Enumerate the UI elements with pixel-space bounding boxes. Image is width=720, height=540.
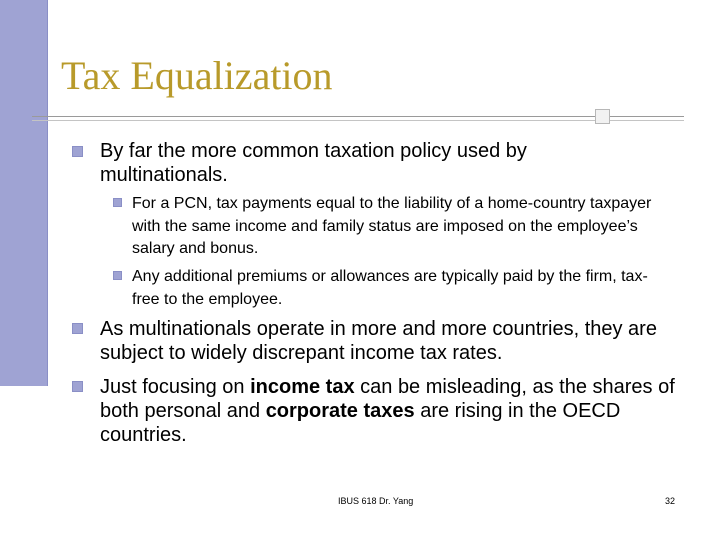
title-divider <box>32 116 684 117</box>
bullet-marker <box>72 146 83 157</box>
bullet-text-3-bold-corporate-taxes: corporate taxes <box>265 400 415 422</box>
bullet-text-3-part1: Just focusing on <box>100 376 251 398</box>
footer-page-number: 32 <box>665 496 676 506</box>
bullet-marker <box>72 381 83 392</box>
bullet-text-3 <box>100 375 680 447</box>
sidebar-accent-bar <box>0 0 48 386</box>
sub-bullet-text-2: Any additional premiums or allowances are typically paid by the firm, tax-free to the employee. <box>132 268 648 308</box>
bullet-text-2: As multinationals operate in more and more countries, they are subject to widely discrepant income tax rates. <box>100 318 657 364</box>
sub-bullet-marker <box>113 198 122 207</box>
bullet-text-3-bold-income-tax: income tax <box>250 376 355 398</box>
slide-title: Tax Equalization <box>61 53 333 98</box>
footer-course-label: IBUS 618 Dr. Yang <box>338 496 414 506</box>
bullet-text-3-part3: are rising in the OECD countries. <box>100 400 621 446</box>
sub-bullet-text-1: For a PCN, tax payments equal to the liability of a home-country taxpayer with the same income and family status are imposed on the employee’s salary and bonus. <box>132 195 652 257</box>
bullet-text-1: By far the more common taxation policy used by multinationals. <box>100 140 527 186</box>
title-divider-secondary <box>32 120 684 121</box>
sub-bullet-marker <box>113 271 122 280</box>
bullet-text-3-part2: can be misleading, as the shares of both personal and <box>100 376 675 422</box>
divider-accent-square <box>595 109 610 124</box>
bullet-marker <box>72 323 83 334</box>
